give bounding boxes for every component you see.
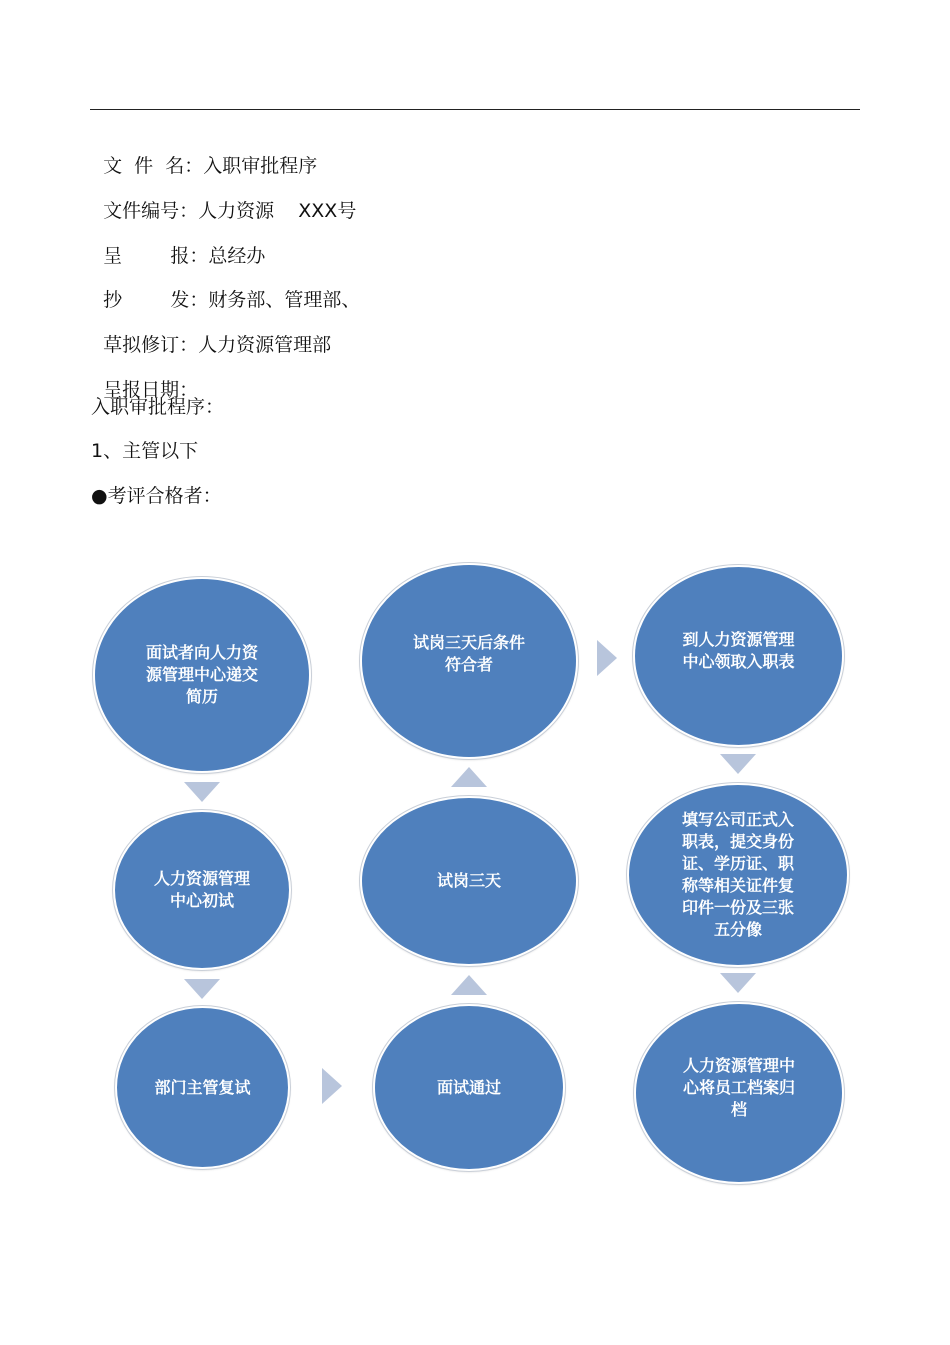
step-hr-first-interview bbox=[113, 810, 291, 970]
arrow-down-icon bbox=[720, 973, 756, 993]
arrow-down-icon bbox=[720, 754, 756, 774]
step-trial-qualified bbox=[360, 563, 578, 759]
header-rule bbox=[90, 109, 860, 110]
file-number-label: 文件编号： bbox=[103, 200, 199, 222]
arrow-up-icon bbox=[451, 767, 487, 787]
drafted-by-label: 草拟修订： bbox=[103, 334, 199, 356]
report-to-line bbox=[91, 214, 266, 267]
step-fill-form-submit-docs-text: 填写公司正式入 职表，提交身份 证、学历证、职 称等相关证件复 印件一份及三张 五分像 bbox=[681, 810, 794, 939]
step-archive-file-text: 人力资源管理中 心将员工档案归 档 bbox=[682, 1056, 795, 1119]
step-interview-passed bbox=[373, 1004, 565, 1171]
step-submit-resume-text: 面试者向人力资 源管理中心递交 简历 bbox=[145, 643, 258, 706]
arrow-down-icon bbox=[184, 782, 220, 802]
step-get-onboarding-form-text: 到人力资源管理 中心领取入职表 bbox=[682, 630, 795, 671]
copy-to-value: 财务部、管理部、 bbox=[208, 289, 361, 311]
report-date-line bbox=[91, 348, 199, 401]
report-date-label: 呈报日期： bbox=[103, 379, 199, 401]
step-archive-file bbox=[634, 1002, 844, 1184]
report-to-label: 呈 报： bbox=[103, 245, 209, 267]
step-fill-form-submit-docs bbox=[627, 783, 849, 967]
file-number-value: 人力资源 XXX号 bbox=[198, 200, 357, 222]
copy-to-line bbox=[91, 258, 361, 311]
arrow-right-icon bbox=[322, 1068, 342, 1104]
step-trial-qualified-text: 试岗三天后条件 符合者 bbox=[412, 633, 525, 674]
step-hr-first-interview-text: 人力资源管理 中心初试 bbox=[153, 869, 250, 910]
drafted-by-value: 人力资源管理部 bbox=[198, 334, 332, 356]
step-dept-second-interview bbox=[115, 1006, 290, 1169]
step-interview-passed-text: 面试通过 bbox=[436, 1077, 501, 1097]
report-to-value: 总经办 bbox=[208, 245, 266, 267]
step-submit-resume bbox=[93, 577, 311, 773]
file-name-value: 入职审批程序 bbox=[203, 155, 318, 177]
section-1-heading: 1、主管以下 bbox=[91, 440, 199, 462]
step-trial-three-days-text: 试岗三天 bbox=[436, 871, 501, 890]
arrow-right-icon bbox=[597, 640, 617, 676]
file-name-label: 文 件 名： bbox=[103, 155, 204, 177]
drafted-by-line bbox=[91, 303, 332, 356]
step-get-onboarding-form bbox=[633, 565, 844, 747]
file-name-line bbox=[91, 124, 318, 177]
procedure-title: 入职审批程序： bbox=[91, 396, 225, 418]
arrow-down-icon bbox=[184, 979, 220, 999]
step-dept-second-interview-text: 部门主管复试 bbox=[154, 1077, 251, 1097]
arrow-up-icon bbox=[451, 975, 487, 995]
file-number-line bbox=[91, 169, 357, 222]
step-trial-three-days bbox=[360, 796, 578, 966]
qualified-bullet: ●考评合格者： bbox=[91, 485, 222, 507]
copy-to-label: 抄 发： bbox=[103, 289, 209, 311]
